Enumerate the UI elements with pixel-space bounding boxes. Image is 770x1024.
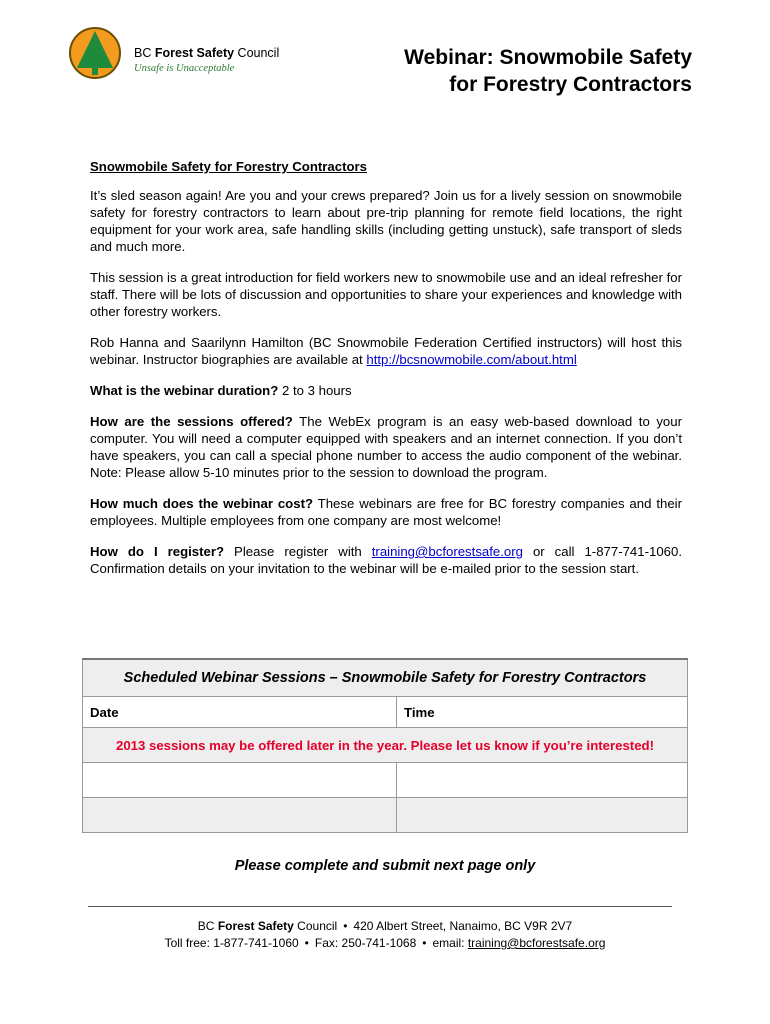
instructor-bio-link[interactable]: http://bcsnowmobile.com/about.html (366, 352, 577, 367)
footer-fax: Fax: 250-741-1068 (314, 936, 417, 950)
table-row (83, 798, 688, 833)
duration-answer: 2 to 3 hours (278, 383, 352, 398)
cost-question: How much does the webinar cost? (90, 496, 314, 511)
footer-toll-free: Toll free: 1-877-741-1060 (164, 936, 299, 950)
footer-address: 420 Albert Street, Nanaimo, BC V9R 2V7 (353, 919, 573, 933)
time-cell (397, 763, 688, 798)
org-logo (68, 26, 308, 88)
page-title (404, 44, 692, 98)
instructors-paragraph (90, 334, 682, 368)
bullet-icon: • (422, 936, 427, 950)
time-cell (397, 798, 688, 833)
title-line-2: for Forestry Contractors (449, 73, 692, 96)
register-email-link[interactable]: training@bcforestsafe.org (371, 544, 523, 559)
sessions-header-row (83, 697, 688, 728)
tree-logo-icon (68, 26, 122, 80)
sessions-table (82, 658, 688, 833)
date-cell (83, 798, 397, 833)
register-answer-end: or call 1-877-741-1060. Confirmation details on your invitation to the webinar will be e-mailed prior to the session start. (90, 544, 682, 576)
duration-paragraph (90, 382, 682, 399)
offered-paragraph (90, 413, 682, 481)
intro-paragraph-1: It’s sled season again! Are you and your crews prepared? Join us for a lively session on snowmobile safety for forestry contractors to learn about pre-trip planning for remote field locations, the right equipment for your work area, safe handling skills (including getting unstuck), safe transport of sleds and much more. (90, 188, 682, 254)
intro-paragraph-2: This session is a great introduction for field workers new to snowmobile use and an ideal refresher for staff. There will be lots of discussion and opportunities to share your experiences and knowledge with other forestry workers. (90, 270, 682, 319)
title-line-1: Webinar: Snowmobile Safety (404, 46, 692, 69)
column-header-date: Date (83, 697, 397, 728)
footer-divider (88, 906, 672, 907)
submit-note: Please complete and submit next page only (234, 858, 536, 874)
section-heading: Snowmobile Safety for Forestry Contractors (90, 159, 367, 174)
org-name: BC Forest Safety Council (134, 46, 280, 60)
footer-line-2 (0, 935, 770, 952)
body-content (90, 158, 682, 591)
table-row (83, 763, 688, 798)
footer (0, 918, 770, 952)
duration-question: What is the webinar duration? (90, 383, 279, 398)
register-question: How do I register? (90, 544, 225, 559)
footer-email-label: email: (432, 936, 468, 950)
cost-paragraph (90, 495, 682, 529)
instructors-text: Rob Hanna and Saarilynn Hamilton (BC Snowmobile Federation Certified instructors) will host this webinar. Instructor biographies are available at (90, 335, 682, 367)
bullet-icon: • (304, 936, 309, 950)
cost-answer: These webinars are free for BC forestry companies and their employees. Multiple employees from one company are most welcome! (90, 496, 682, 528)
sessions-note-row (83, 728, 688, 763)
sessions-note: 2013 sessions may be offered later in the year. Please let us know if you’re interested! (83, 728, 688, 763)
sessions-title: Scheduled Webinar Sessions – Snowmobile Safety for Forestry Contractors (83, 659, 688, 697)
footer-email-link[interactable]: training@bcforestsafe.org (467, 936, 606, 950)
column-header-time: Time (397, 697, 688, 728)
org-tagline: Unsafe is Unacceptable (134, 63, 235, 74)
footer-line-1: BC Forest Safety Council • 420 Albert Street, Nanaimo, BC V9R 2V7 (197, 919, 573, 933)
offered-question: How are the sessions offered? (90, 414, 293, 429)
register-answer-start: Please register with (224, 544, 372, 559)
sessions-title-row (83, 659, 688, 697)
date-cell (83, 763, 397, 798)
bullet-icon: • (343, 919, 348, 933)
offered-answer: The WebEx program is an easy web-based download to your computer. You will need a computer equipped with speakers and an internet connection. If you don’t have speakers, you can call a special phone number to access the audio component of the webinar. Note: Please allow 5-10 minutes prior to the session to download the program. (90, 414, 682, 480)
register-paragraph (90, 543, 682, 577)
